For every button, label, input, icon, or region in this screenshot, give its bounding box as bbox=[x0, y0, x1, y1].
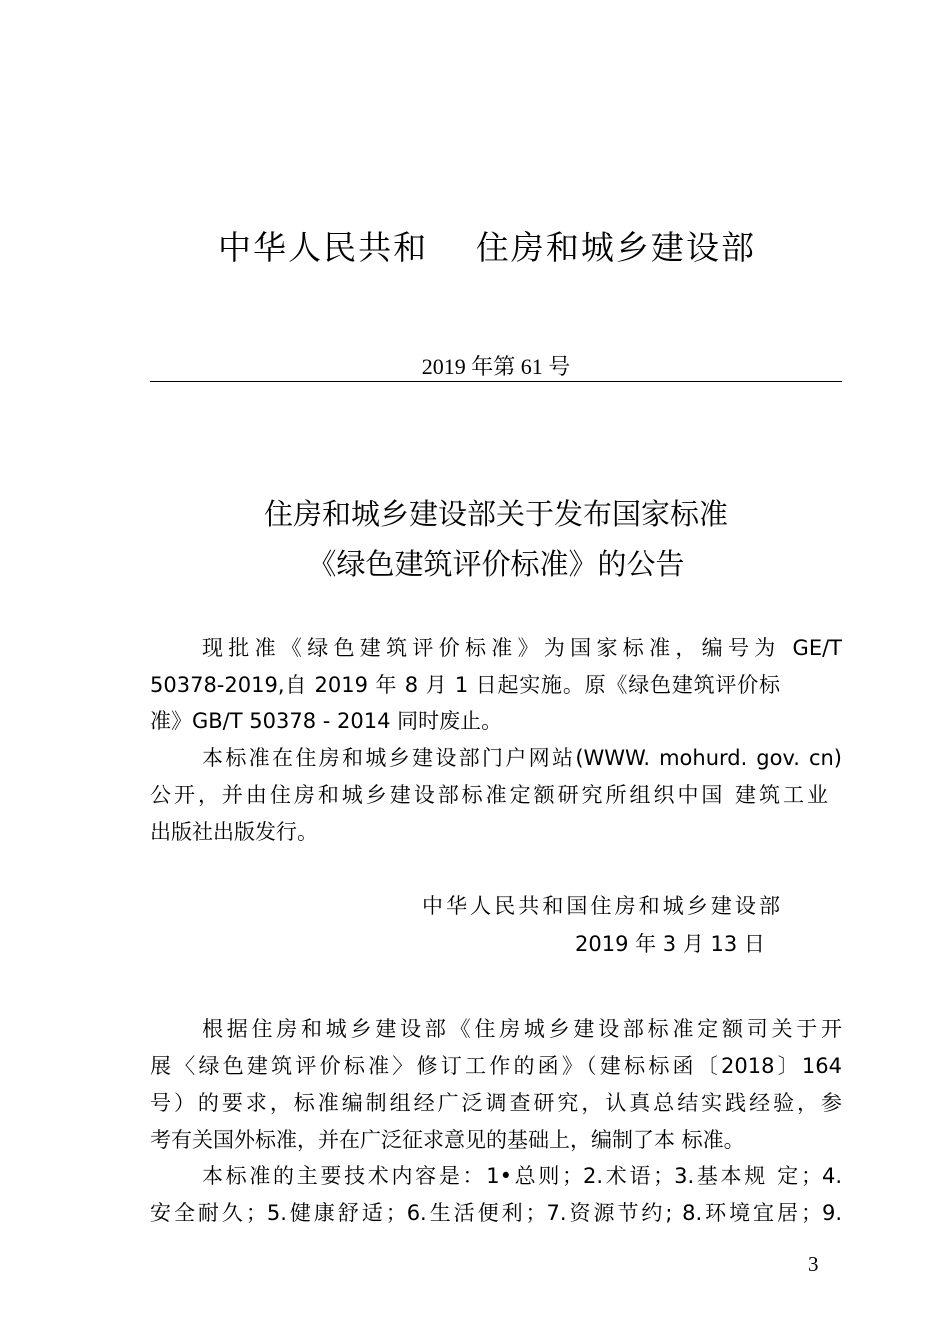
foreword-line: 安全耐久；5.健康舒适；6.生活便利；7.资源节约; 8.环境宜居；9. bbox=[150, 1201, 842, 1225]
foreword-line: 号）的要求，标准编制组经广泛调查研究，认真总结实践经验，参 bbox=[150, 1091, 842, 1115]
signature: 中华人民共和国住房和城乡建设部 bbox=[422, 894, 780, 918]
announcement-body-line: 本标准在住房和城乡建设部门户网站(WWW. mohurd. gov. cn) bbox=[202, 746, 842, 770]
issuer-title: 中华人民共和 住房和城乡建设部 bbox=[218, 228, 755, 267]
announcement-body-line: 准》GB/T 50378 - 2014 同时废止。 bbox=[150, 709, 503, 733]
announcement-body-line: 公开，并由住房和城乡建设部标准定额研究所组织中国 建筑工业 bbox=[150, 783, 828, 807]
announcement-heading-line-1: 住房和城乡建设部关于发布国家标准 bbox=[263, 497, 728, 531]
announcement-body-line: 出版社出版发行。 bbox=[150, 820, 318, 844]
foreword-line: 根据住房和城乡建设部《住房城乡建设部标准定额司关于开 bbox=[202, 1017, 842, 1041]
announcement-body-line: 现批准《绿色建筑评价标准》为国家标准，编号为 GE/T bbox=[202, 636, 842, 660]
foreword-line: 考有关国外标准，并在广泛征求意见的基础上，编制了本 标准。 bbox=[150, 1128, 745, 1152]
announcement-body-line: 50378-2019,自 2019 年 8 月 1 日起实施。原《绿色建筑评价标 bbox=[150, 673, 780, 697]
issue-number: 2019 年第 61 号 bbox=[421, 354, 571, 379]
page-number: 3 bbox=[808, 1252, 819, 1276]
announcement-heading-line-2: 《绿色建筑评价标准》的公告 bbox=[307, 547, 685, 581]
announcement-date: 2019 年 3 月 13 日 bbox=[575, 932, 765, 956]
header-divider bbox=[150, 381, 842, 382]
foreword-line: 展〈绿色建筑评价标准〉修订工作的函》（建标标函〔2018〕164 bbox=[150, 1054, 842, 1078]
foreword-line: 本标准的主要技术内容是：1•总则；2.术语；3.基本规 定；4. bbox=[202, 1164, 842, 1188]
